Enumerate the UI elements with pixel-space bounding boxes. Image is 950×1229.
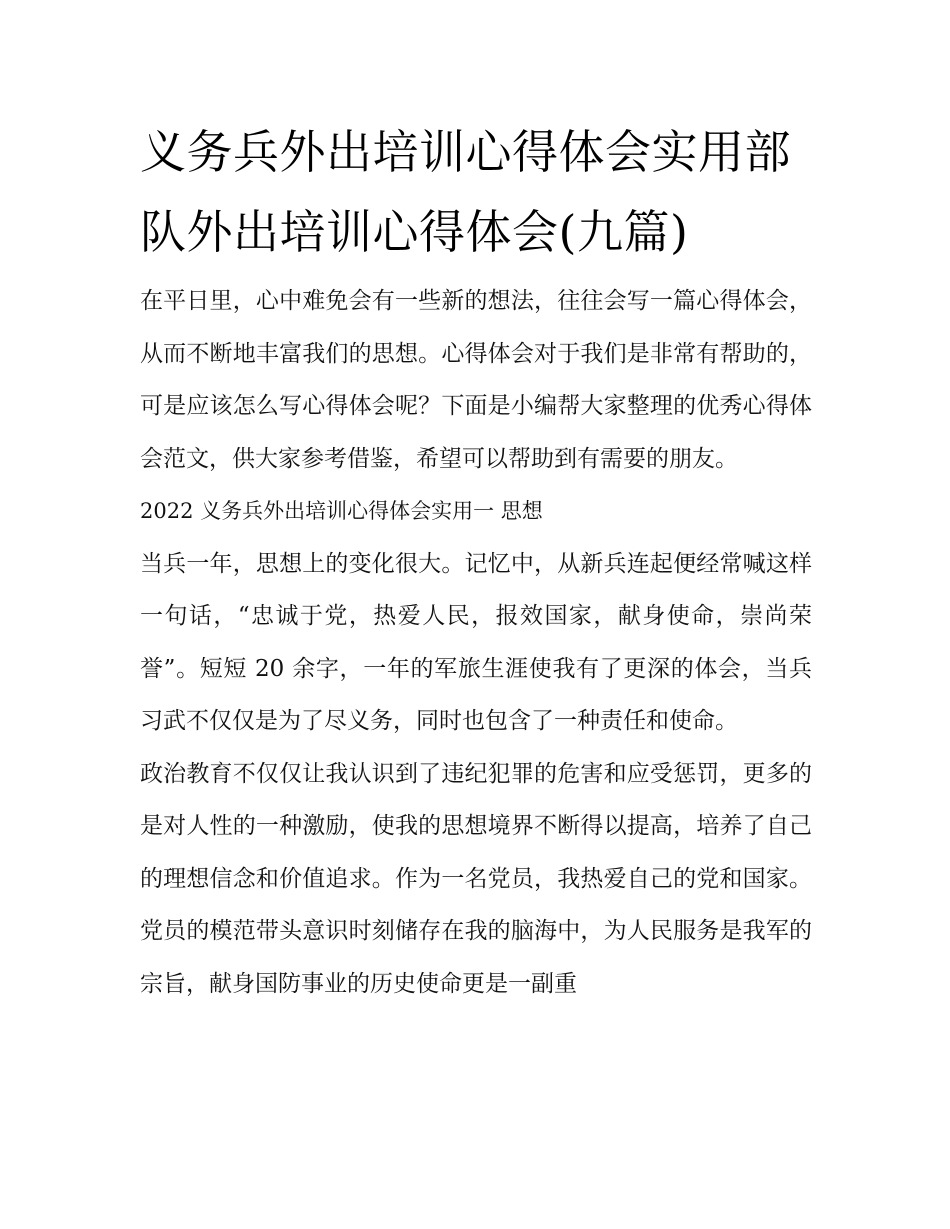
document-body — [140, 275, 812, 1010]
document-title: 义务兵外出培训心得体会实用部队外出培训心得体会(九篇) — [140, 125, 791, 259]
section-heading: 2022 义务兵外出培训心得体会实用一 思想 — [140, 499, 543, 523]
intro-paragraph: 在平日里，心中难免会有一些新的想法，往往会写一篇心得体会，从而不断地丰富我们的思想。心得体会对于我们是非常有帮助的，可是应该怎么写心得体会呢？下面是小编帮大家整理的优秀心得体会范文，供大家参考借鉴，希望可以帮助到有需要的朋友。 — [140, 288, 812, 472]
body-paragraph-1: 当兵一年，思想上的变化很大。记忆中，从新兵连起便经常喊这样一句话，“忠诚于党，热爱人民，报效国家，献身使命，崇尚荣誉”。短短 20 余字，一年的军旅生涯使我有了更深的体会，当兵习武不仅仅是为了尽义务，同时也包含了一种责任和使命。 — [140, 550, 812, 734]
body-paragraph-2: 政治教育不仅仅让我认识到了违纪犯罪的危害和应受惩罚，更多的是对人性的一种激励，使我的思想境界不断得以提高，培养了自己的理想信念和价值追求。作为一名党员，我热爱自己的党和国家。党员的模范带头意识时刻储存在我的脑海中，为人民服务是我军的宗旨，献身国防事业的历史使命更是一副重 — [140, 760, 812, 997]
